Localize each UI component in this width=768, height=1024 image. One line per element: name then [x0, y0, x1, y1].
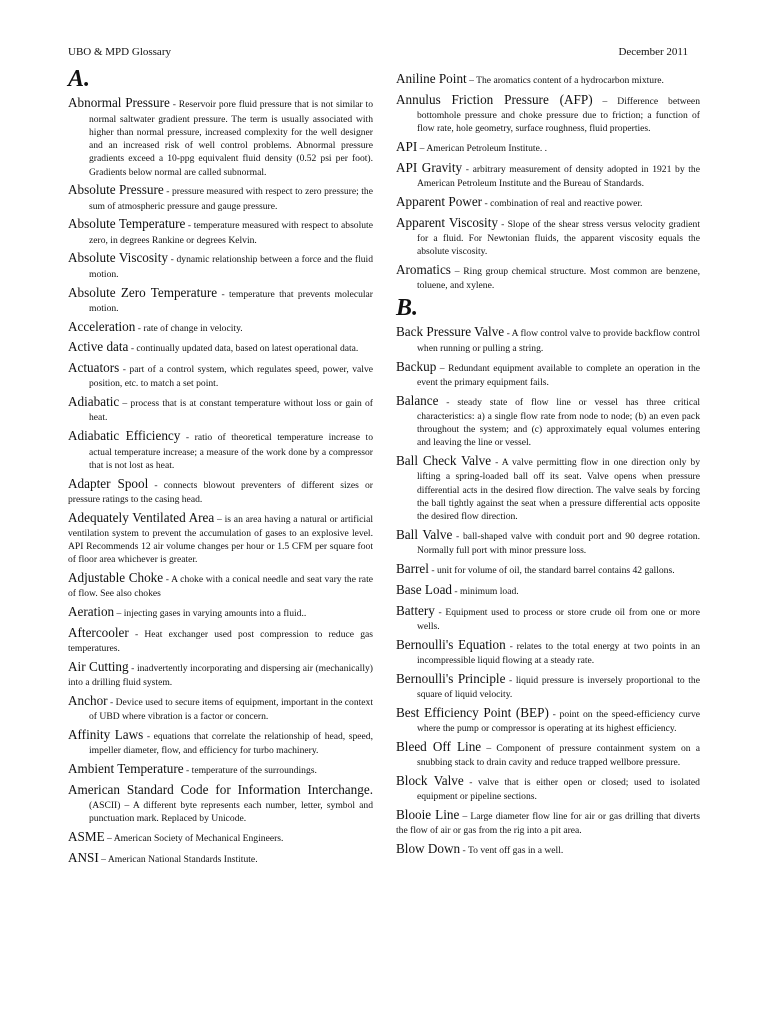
term-separator: -	[497, 218, 508, 230]
glossary-term: Absolute Viscosity	[68, 250, 168, 266]
glossary-term: Acceleration	[68, 318, 136, 334]
glossary-definition: A flow control valve to provide backflow control when running or pulling a string.	[417, 328, 701, 354]
glossary-term: Bleed Off Line	[396, 738, 482, 754]
glossary-term: Bernoulli's Principle	[396, 670, 506, 686]
glossary-definition: (ASCII) – A different byte represents each number, letter, symbol and punctuation mark. Replaced by Unicode.	[89, 800, 373, 825]
glossary-definition: inadvertently incorporating and dispersing air (mechanically) into a drilling fluid system.	[68, 663, 373, 689]
glossary-definition: Heat exchanger used post compression to reduce gas temperatures.	[68, 628, 373, 655]
glossary-term: Adequately Ventilated Area	[68, 509, 215, 525]
glossary-entry	[396, 526, 700, 557]
glossary-definition: process that is at constant temperature without loss or gain of heat.	[89, 398, 373, 424]
glossary-definition: Equipment used to process or store crude oil from one or more wells.	[417, 606, 700, 632]
glossary-definition: rate of change in velocity.	[143, 322, 243, 334]
glossary-entry	[68, 284, 373, 315]
term-separator: -	[128, 628, 145, 640]
glossary-entry	[68, 849, 373, 867]
glossary-entry	[396, 670, 700, 701]
glossary-definition: arbitrary measurement of density adopted in 1921 by the American Petroleum Institute and the Bureau of Standards.	[417, 163, 700, 190]
term-separator: -	[548, 708, 560, 720]
glossary-entry	[396, 214, 700, 259]
term-separator: –	[119, 398, 131, 410]
glossary-term: Backup	[396, 358, 437, 374]
term-separator: -	[107, 697, 116, 709]
glossary-term: Barrel	[396, 560, 429, 576]
glossary-definition: temperature of the surroundings.	[191, 765, 317, 777]
glossary-term: Abnormal Pressure	[68, 95, 170, 111]
glossary-entry	[396, 704, 700, 735]
glossary-entry	[396, 602, 700, 633]
glossary-entry	[68, 338, 373, 356]
term-separator: -	[135, 322, 144, 334]
term-separator: –	[450, 266, 464, 278]
glossary-term: Adjustable Choke	[68, 570, 164, 586]
glossary-definition: is an area having a natural or artificial ventilation system to prevent the accumulation of gases to an explosive level. API Recommends 12 air volume changes per hour or 1.5 CFM per square foot of floor area whichever is greater.	[68, 513, 374, 566]
term-separator: -	[505, 640, 517, 652]
glossary-entry	[68, 181, 373, 212]
header-title: UBO & MPD Glossary	[68, 46, 171, 58]
term-separator: -	[434, 606, 446, 618]
glossary-definition: relates to the total energy at two points in an incompressible liquid flowing at a steady rate.	[417, 640, 701, 666]
glossary-entry	[68, 427, 373, 472]
glossary-entry	[68, 726, 373, 757]
glossary-term: Annulus Friction Pressure (AFP)	[396, 91, 593, 107]
glossary-term: API	[396, 139, 418, 155]
term-separator: -	[119, 364, 130, 376]
term-separator: -	[167, 254, 177, 266]
glossary-entry	[68, 569, 373, 600]
glossary-term: Aromatics	[396, 262, 451, 278]
glossary-term: Blooie Line	[396, 806, 460, 822]
glossary-entry	[68, 215, 373, 246]
term-separator: -	[491, 457, 502, 469]
glossary-term: Actuators	[68, 360, 120, 376]
glossary-definition: A choke with a conical needle and seat vary the rate of flow. See also chokes	[68, 574, 373, 600]
glossary-term: Balance	[396, 392, 439, 408]
left-column	[68, 66, 373, 870]
glossary-list-a	[68, 94, 373, 867]
term-separator: -	[452, 585, 461, 597]
glossary-entry	[396, 70, 700, 88]
term-separator: -	[183, 765, 192, 777]
glossary-definition: injecting gases in varying amounts into a fluid..	[123, 608, 307, 620]
glossary-term: American Standard Code for Information Interchange.	[68, 781, 373, 797]
glossary-definition: To vent off gas in a well.	[467, 844, 564, 856]
term-separator: –	[417, 143, 427, 155]
glossary-term: Apparent Power	[396, 193, 483, 209]
term-separator: -	[428, 564, 437, 576]
glossary-list-b	[396, 323, 700, 858]
glossary-definition: Redundant equipment available to complete an operation in the event the primary equipment fails.	[417, 362, 701, 388]
glossary-term: API Gravity	[396, 159, 463, 175]
glossary-term: Blow Down	[396, 840, 461, 856]
glossary-term: Back Pressure Valve	[396, 324, 505, 340]
glossary-term: Adapter Spool	[68, 475, 149, 491]
glossary-entry	[68, 603, 373, 621]
term-separator: -	[128, 663, 137, 675]
glossary-definition: Difference between bottomhole pressure and choke pressure due to friction; a function of flow rate, hole geometry, surface roughness, fluid properties.	[417, 95, 700, 135]
glossary-entry	[396, 636, 700, 667]
term-separator: -	[505, 674, 516, 686]
glossary-entry	[68, 318, 373, 336]
glossary-term: Apparent Viscosity	[396, 214, 498, 230]
term-separator: -	[438, 396, 458, 408]
term-separator: -	[482, 197, 491, 209]
glossary-definition: Reservoir pore fluid pressure that is not similar to normal saltwater gradient pressure. The term is usually associated with higher than normal pressure, increased complexity for the well designer and an increased risk of well control problems. Abnormal pressure gradients exceed a 10-ppg equivalent fluid density (0.52 psi per foot). Gradients below normal are called subnormal.	[89, 99, 373, 178]
glossary-definition: Slope of the shear stress versus velocity gradient for a fluid. For Newtonian fluids, the apparent viscosity equals the absolute viscosity.	[417, 218, 700, 258]
glossary-entry	[396, 772, 700, 803]
glossary-term: Affinity Laws	[68, 727, 144, 743]
glossary-entry	[396, 392, 700, 450]
header-date: December 2011	[618, 46, 688, 58]
glossary-entry	[396, 840, 700, 858]
glossary-definition: connects blowout preventers of different sizes or pressure ratings to the casing head.	[68, 479, 374, 505]
glossary-term: Aftercooler	[68, 624, 129, 640]
glossary-entry	[68, 94, 373, 178]
term-separator: -	[462, 163, 473, 175]
term-separator: -	[163, 186, 172, 198]
glossary-entry	[68, 624, 373, 655]
glossary-term: Adiabatic Efficiency	[68, 428, 181, 444]
glossary-term: Anchor	[68, 693, 108, 709]
glossary-definition: combination of real and reactive power.	[490, 197, 643, 209]
glossary-term: Aniline Point	[396, 71, 467, 86]
glossary-definition: steady state of flow line or vessel has three critical characteristics: a) a single flow rate from node to node; (b) an even pack throughout the system; and (c) approximately equal volumes entering and leaving the line or vessel.	[417, 396, 701, 449]
term-separator: –	[592, 95, 618, 107]
glossary-definition: valve that is either open or closed; used to isolated equipment or pipeline sections.	[417, 776, 700, 802]
glossary-definition: Ring group chemical structure. Most common are benzene, toluene, and xylene.	[417, 266, 701, 292]
glossary-term: Absolute Temperature	[68, 216, 186, 232]
glossary-definition: A valve permitting flow in one direction only by lifting a spring-loaded ball off its seat. Valve opens when pressure differential acts in the desired flow direction. The valve seals by forcing the ball tightly against the seat when a pressure differential acts opposite the desired flow direction.	[417, 457, 700, 523]
glossary-term: Adiabatic	[68, 394, 120, 410]
glossary-definition: equations that correlate the relationship of head, speed, impeller diameter, flow, and efficiency for turbo machinery.	[89, 731, 374, 757]
glossary-term: ANSI	[68, 850, 99, 866]
term-separator: -	[128, 343, 137, 355]
glossary-term: Active data	[68, 339, 129, 355]
term-separator: -	[217, 288, 229, 300]
glossary-entry	[396, 261, 700, 292]
glossary-term: Absolute Pressure	[68, 182, 164, 198]
glossary-definition: Large diameter flow line for air or gas drilling that diverts the flow of air or gas from the rig into a pit area.	[396, 810, 700, 837]
term-separator: -	[452, 530, 463, 542]
term-separator: –	[214, 513, 225, 525]
glossary-list-a-continued	[396, 70, 700, 293]
term-separator: –	[436, 362, 449, 374]
glossary-entry	[396, 193, 700, 211]
glossary-entry	[396, 138, 700, 156]
glossary-entry	[396, 806, 700, 837]
glossary-definition: pressure measured with respect to zero pressure; the sum of atmospheric pressure and gauge pressure.	[89, 186, 373, 212]
term-separator: –	[104, 833, 114, 845]
glossary-term: Absolute Zero Temperature	[68, 284, 218, 300]
term-separator: -	[143, 731, 154, 743]
glossary-entry	[68, 249, 373, 280]
glossary-definition: minimum load.	[460, 585, 519, 597]
term-separator: –	[466, 75, 477, 86]
term-separator: -	[185, 220, 194, 232]
term-separator: -	[148, 479, 164, 491]
glossary-entry	[396, 159, 700, 190]
glossary-term: Bernoulli's Equation	[396, 636, 506, 652]
glossary-entry	[68, 658, 373, 689]
term-separator: -	[180, 432, 195, 444]
section-letter-b: B.	[396, 295, 419, 322]
right-column	[396, 70, 700, 861]
glossary-entry	[396, 581, 700, 599]
glossary-entry	[68, 828, 373, 846]
glossary-term: Ambient Temperature	[68, 761, 184, 777]
glossary-definition: The aromatics content of a hydrocarbon mixture.	[476, 75, 664, 86]
term-separator: –	[481, 742, 497, 754]
glossary-term: Air Cutting	[68, 659, 129, 675]
glossary-definition: American National Standards Institute.	[107, 854, 258, 866]
glossary-entry	[396, 560, 700, 578]
glossary-definition: liquid pressure is inversely proportional to the square of liquid velocity.	[417, 674, 700, 700]
glossary-definition: part of a control system, which regulates speed, power, valve position, etc. to match a set point.	[89, 364, 373, 390]
glossary-definition: American Petroleum Institute. .	[426, 143, 548, 155]
glossary-term: Ball Valve	[396, 526, 453, 542]
glossary-definition: continually updated data, based on latest operational data.	[136, 343, 359, 355]
glossary-definition: temperature that prevents molecular motion.	[89, 288, 374, 314]
glossary-entry	[396, 452, 700, 523]
glossary-definition: American Society of Mechanical Engineers.	[113, 833, 284, 845]
glossary-definition: dynamic relationship between a force and the fluid motion.	[89, 254, 373, 280]
glossary-entry	[396, 738, 700, 769]
glossary-entry	[68, 393, 373, 424]
term-separator: –	[459, 810, 471, 822]
glossary-term: Battery	[396, 602, 435, 618]
glossary-definition: Device used to secure items of equipment, important in the context of UBD where vibration is a factor or concern.	[89, 697, 374, 723]
section-letter-a: A.	[68, 66, 91, 92]
term-separator: –	[114, 608, 124, 620]
glossary-definition: ratio of theoretical temperature increase to actual temperature increase; a measure of the work done by a compressor that is not lost as heat.	[89, 432, 373, 471]
glossary-entry	[396, 323, 700, 354]
glossary-entry	[68, 781, 373, 826]
glossary-entry	[396, 91, 700, 136]
glossary-entry	[68, 359, 373, 390]
term-separator: -	[504, 328, 512, 340]
term-separator: –	[98, 854, 108, 866]
glossary-term: Block Valve	[396, 772, 464, 788]
glossary-term: Aeration	[68, 604, 115, 620]
glossary-entry	[68, 509, 373, 567]
term-separator: -	[460, 844, 468, 856]
term-separator: -	[163, 574, 172, 586]
term-separator: -	[463, 776, 479, 788]
glossary-definition: ball-shaped valve with conduit port and 90 degree rotation. Normally full port with minor pressure loss.	[417, 530, 700, 557]
glossary-term: Base Load	[396, 581, 453, 597]
term-separator: -	[169, 99, 179, 111]
glossary-definition: point on the speed-efficiency curve where the pump or compressor is operating at its highest efficiency.	[417, 708, 700, 734]
glossary-entry	[68, 475, 373, 506]
glossary-definition: temperature measured with respect to absolute zero, in degrees Rankine or degrees Kelvin.	[89, 220, 373, 246]
glossary-term: ASME	[68, 829, 105, 845]
glossary-definition: unit for volume of oil, the standard barrel contains 42 gallons.	[436, 564, 675, 576]
glossary-entry	[68, 760, 373, 778]
glossary-term: Ball Check Valve	[396, 453, 492, 469]
glossary-term: Best Efficiency Point (BEP)	[396, 704, 549, 720]
glossary-entry	[396, 358, 700, 389]
glossary-entry	[68, 692, 373, 723]
glossary-definition: Component of pressure containment system on a snubbing stack to drain cavity and reduce trapped wellbore pressure.	[417, 742, 701, 768]
